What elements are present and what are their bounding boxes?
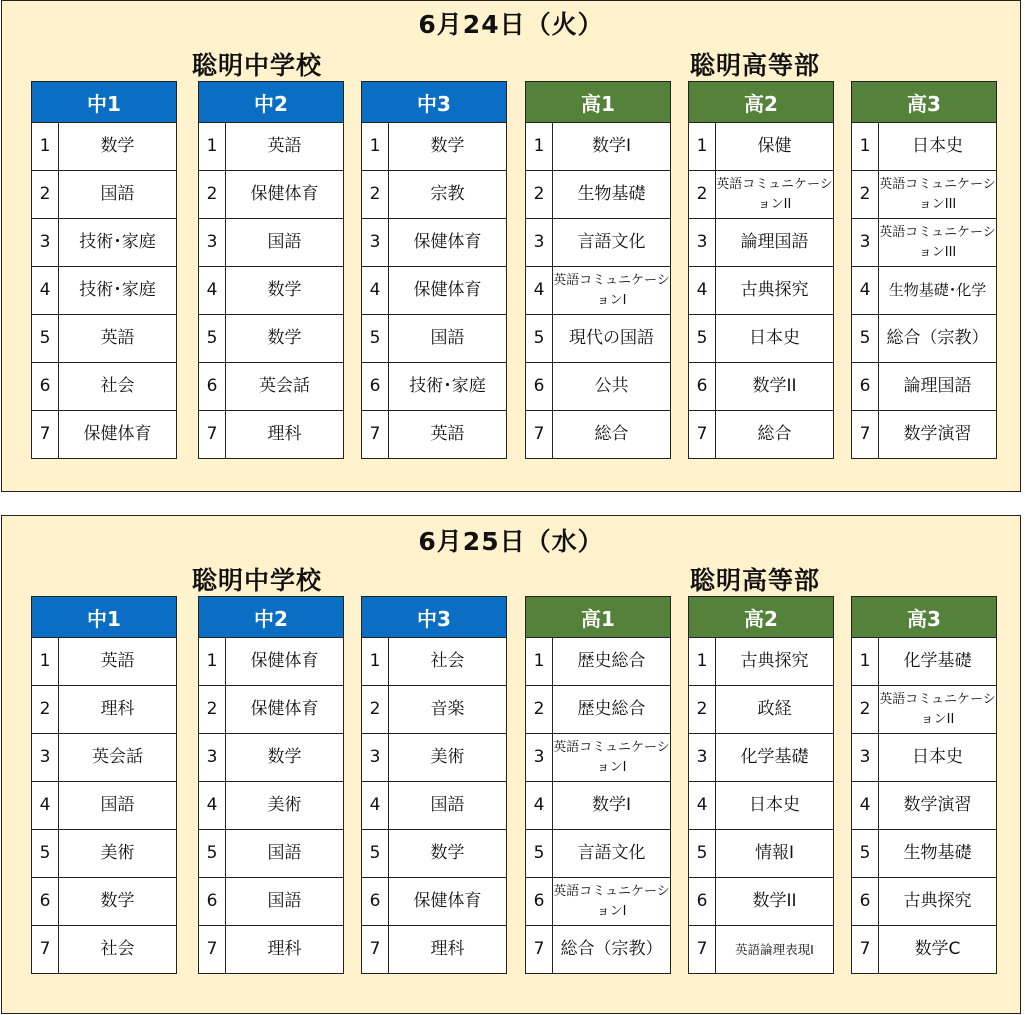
period-row <box>362 411 507 459</box>
period-row <box>689 734 834 782</box>
class-header: 高1 <box>526 82 671 123</box>
period-number: 3 <box>852 219 879 267</box>
period-number: 7 <box>199 926 226 974</box>
period-number: 4 <box>852 267 879 315</box>
period-number: 7 <box>32 926 59 974</box>
period-row <box>689 830 834 878</box>
subject-cell: 英語コミュニケーションI <box>553 878 671 926</box>
subject-cell: 生物基礎･化学 <box>879 267 997 315</box>
period-number: 3 <box>362 734 389 782</box>
period-number: 6 <box>852 363 879 411</box>
subject-cell: 日本史 <box>879 734 997 782</box>
class-timetable <box>361 596 507 974</box>
period-row <box>362 123 507 171</box>
period-row <box>32 315 177 363</box>
class-timetable <box>525 596 671 974</box>
subject-cell: 言語文化 <box>553 830 671 878</box>
period-number: 1 <box>526 123 553 171</box>
subject-cell: 理科 <box>226 411 344 459</box>
period-number: 3 <box>852 734 879 782</box>
class-header: 中2 <box>199 82 344 123</box>
subject-cell: 英語コミュニケーションIII <box>879 171 997 219</box>
period-row <box>852 267 997 315</box>
period-row <box>526 219 671 267</box>
subject-cell: 保健体育 <box>389 878 507 926</box>
period-row <box>32 171 177 219</box>
subject-cell: 数学II <box>716 878 834 926</box>
period-number: 7 <box>526 926 553 974</box>
period-row <box>32 267 177 315</box>
subject-cell: 英語コミュニケーションI <box>553 734 671 782</box>
subject-cell: 数学 <box>226 734 344 782</box>
period-row <box>199 411 344 459</box>
period-row <box>852 686 997 734</box>
period-row <box>199 878 344 926</box>
subject-cell: 保健体育 <box>226 638 344 686</box>
period-number: 2 <box>689 686 716 734</box>
subject-cell: 英語コミュニケーションI <box>553 267 671 315</box>
period-number: 7 <box>689 926 716 974</box>
subject-cell: 数学I <box>553 782 671 830</box>
class-header: 中2 <box>199 597 344 638</box>
period-row <box>526 411 671 459</box>
subject-cell: 古典探究 <box>716 638 834 686</box>
period-row <box>689 926 834 974</box>
period-row <box>199 782 344 830</box>
period-number: 2 <box>852 686 879 734</box>
subject-cell: 数学 <box>59 878 177 926</box>
subject-cell: 保健体育 <box>226 686 344 734</box>
period-row <box>362 830 507 878</box>
subject-cell: 技術･家庭 <box>59 267 177 315</box>
day-panel-jun25 <box>1 515 1021 1014</box>
period-row <box>32 219 177 267</box>
subject-cell: 数学演習 <box>879 411 997 459</box>
subject-cell: 数学 <box>226 267 344 315</box>
class-header: 中1 <box>32 82 177 123</box>
period-row <box>852 171 997 219</box>
period-row <box>689 267 834 315</box>
senior-school-name: 聡明高等部 <box>690 51 821 80</box>
subject-cell: 社会 <box>389 638 507 686</box>
period-number: 1 <box>199 638 226 686</box>
period-row <box>362 926 507 974</box>
subject-cell: 数学 <box>389 123 507 171</box>
period-number: 1 <box>362 638 389 686</box>
period-row <box>526 315 671 363</box>
period-number: 7 <box>526 411 553 459</box>
period-number: 5 <box>362 315 389 363</box>
period-number: 7 <box>689 411 716 459</box>
subject-cell: 国語 <box>389 782 507 830</box>
period-number: 7 <box>32 411 59 459</box>
subject-cell: 保健体育 <box>226 171 344 219</box>
period-row <box>199 638 344 686</box>
senior-school-name: 聡明高等部 <box>690 566 821 595</box>
period-number: 5 <box>852 315 879 363</box>
subject-cell: 歴史総合 <box>553 686 671 734</box>
period-number: 3 <box>199 219 226 267</box>
subject-cell: 保健 <box>716 123 834 171</box>
subject-cell: 国語 <box>226 830 344 878</box>
period-number: 2 <box>199 171 226 219</box>
date-heading: 6月24日（火） <box>418 10 604 39</box>
period-row <box>689 782 834 830</box>
period-number: 5 <box>362 830 389 878</box>
period-row <box>526 782 671 830</box>
subject-cell: 論理国語 <box>716 219 834 267</box>
period-number: 6 <box>32 363 59 411</box>
period-row <box>362 363 507 411</box>
subject-cell: 保健体育 <box>59 411 177 459</box>
subject-cell: 英語論理表現I <box>716 926 834 974</box>
class-timetable <box>198 596 344 974</box>
period-row <box>32 782 177 830</box>
period-number: 7 <box>199 411 226 459</box>
subject-cell: 日本史 <box>716 782 834 830</box>
period-number: 6 <box>526 363 553 411</box>
class-header: 中3 <box>362 82 507 123</box>
period-number: 3 <box>32 219 59 267</box>
period-number: 6 <box>852 878 879 926</box>
period-number: 3 <box>689 219 716 267</box>
class-header: 高1 <box>526 597 671 638</box>
period-row <box>852 638 997 686</box>
class-timetable <box>851 596 997 974</box>
period-row <box>362 782 507 830</box>
subject-cell: 総合 <box>716 411 834 459</box>
period-number: 4 <box>526 782 553 830</box>
period-row <box>526 926 671 974</box>
period-number: 1 <box>32 638 59 686</box>
period-number: 4 <box>689 267 716 315</box>
period-number: 5 <box>526 315 553 363</box>
period-number: 7 <box>852 411 879 459</box>
period-row <box>32 686 177 734</box>
period-row <box>199 267 344 315</box>
class-timetable <box>31 596 177 974</box>
period-row <box>32 638 177 686</box>
period-row <box>362 878 507 926</box>
period-number: 2 <box>526 686 553 734</box>
junior-school-name: 聡明中学校 <box>192 566 323 595</box>
period-row <box>526 267 671 315</box>
period-number: 5 <box>32 830 59 878</box>
period-row <box>199 315 344 363</box>
class-timetable <box>361 81 507 459</box>
subject-cell: 社会 <box>59 926 177 974</box>
class-header: 高3 <box>852 597 997 638</box>
class-header: 中3 <box>362 597 507 638</box>
period-number: 3 <box>526 734 553 782</box>
subject-cell: 英語 <box>389 411 507 459</box>
period-number: 6 <box>199 363 226 411</box>
class-timetable <box>688 81 834 459</box>
period-row <box>852 315 997 363</box>
period-number: 1 <box>689 638 716 686</box>
period-row <box>689 123 834 171</box>
subject-cell: 日本史 <box>879 123 997 171</box>
subject-cell: 総合（宗教） <box>553 926 671 974</box>
subject-cell: 国語 <box>389 315 507 363</box>
period-row <box>689 878 834 926</box>
period-number: 4 <box>852 782 879 830</box>
period-number: 2 <box>199 686 226 734</box>
subject-cell: 国語 <box>226 219 344 267</box>
period-row <box>32 123 177 171</box>
period-row <box>852 411 997 459</box>
subject-cell: 保健体育 <box>389 267 507 315</box>
period-row <box>852 878 997 926</box>
period-row <box>526 734 671 782</box>
period-row <box>526 638 671 686</box>
period-number: 2 <box>362 686 389 734</box>
subject-cell: 英語 <box>226 123 344 171</box>
period-number: 2 <box>689 171 716 219</box>
subject-cell: 政経 <box>716 686 834 734</box>
class-timetable <box>688 596 834 974</box>
period-row <box>689 411 834 459</box>
period-number: 2 <box>32 171 59 219</box>
period-number: 1 <box>199 123 226 171</box>
period-row <box>362 734 507 782</box>
period-row <box>689 315 834 363</box>
subject-cell: 歴史総合 <box>553 638 671 686</box>
period-number: 4 <box>362 267 389 315</box>
period-row <box>689 638 834 686</box>
subject-cell: 社会 <box>59 363 177 411</box>
subject-cell: 保健体育 <box>389 219 507 267</box>
subject-cell: 美術 <box>389 734 507 782</box>
period-row <box>852 926 997 974</box>
period-number: 7 <box>852 926 879 974</box>
period-number: 5 <box>32 315 59 363</box>
period-row <box>526 363 671 411</box>
period-row <box>199 171 344 219</box>
period-number: 7 <box>362 926 389 974</box>
period-row <box>689 171 834 219</box>
period-number: 3 <box>199 734 226 782</box>
subject-cell: 古典探究 <box>879 878 997 926</box>
subject-cell: 総合 <box>553 411 671 459</box>
subject-cell: 数学 <box>226 315 344 363</box>
subject-cell: 生物基礎 <box>879 830 997 878</box>
period-number: 1 <box>689 123 716 171</box>
class-header: 高2 <box>689 82 834 123</box>
period-row <box>199 926 344 974</box>
date-heading: 6月25日（水） <box>418 527 604 556</box>
period-number: 5 <box>199 315 226 363</box>
period-number: 1 <box>362 123 389 171</box>
period-number: 2 <box>32 686 59 734</box>
period-row <box>199 830 344 878</box>
subject-cell: 現代の国語 <box>553 315 671 363</box>
period-row <box>199 363 344 411</box>
subject-cell: 数学 <box>389 830 507 878</box>
period-number: 6 <box>362 363 389 411</box>
period-number: 3 <box>32 734 59 782</box>
period-number: 4 <box>199 782 226 830</box>
subject-cell: 化学基礎 <box>879 638 997 686</box>
subject-cell: 技術･家庭 <box>59 219 177 267</box>
period-number: 2 <box>362 171 389 219</box>
day-panel-jun24 <box>1 0 1021 492</box>
subject-cell: 論理国語 <box>879 363 997 411</box>
period-row <box>526 830 671 878</box>
period-row <box>199 734 344 782</box>
subject-cell: 美術 <box>226 782 344 830</box>
subject-cell: 英語 <box>59 315 177 363</box>
subject-cell: 古典探究 <box>716 267 834 315</box>
period-number: 2 <box>526 171 553 219</box>
period-number: 5 <box>526 830 553 878</box>
period-number: 1 <box>32 123 59 171</box>
class-timetable <box>525 81 671 459</box>
subject-cell: 生物基礎 <box>553 171 671 219</box>
subject-cell: 英語コミュニケーションIII <box>879 219 997 267</box>
period-row <box>852 363 997 411</box>
class-header: 中1 <box>32 597 177 638</box>
period-number: 6 <box>362 878 389 926</box>
period-number: 6 <box>689 878 716 926</box>
class-timetable <box>851 81 997 459</box>
period-number: 4 <box>32 267 59 315</box>
period-number: 7 <box>362 411 389 459</box>
period-row <box>526 686 671 734</box>
subject-cell: 数学C <box>879 926 997 974</box>
period-row <box>32 830 177 878</box>
period-row <box>362 686 507 734</box>
period-number: 5 <box>689 315 716 363</box>
period-number: 4 <box>526 267 553 315</box>
period-number: 3 <box>526 219 553 267</box>
period-row <box>362 267 507 315</box>
class-timetable <box>31 81 177 459</box>
subject-cell: 言語文化 <box>553 219 671 267</box>
period-number: 1 <box>526 638 553 686</box>
subject-cell: 理科 <box>59 686 177 734</box>
subject-cell: 美術 <box>59 830 177 878</box>
period-number: 4 <box>689 782 716 830</box>
subject-cell: 総合（宗教） <box>879 315 997 363</box>
period-number: 4 <box>32 782 59 830</box>
period-row <box>852 830 997 878</box>
subject-cell: 技術･家庭 <box>389 363 507 411</box>
subject-cell: 英語コミュニケーションII <box>879 686 997 734</box>
junior-school-name: 聡明中学校 <box>192 51 323 80</box>
period-number: 5 <box>689 830 716 878</box>
subject-cell: 理科 <box>226 926 344 974</box>
subject-cell: 日本史 <box>716 315 834 363</box>
subject-cell: 国語 <box>59 171 177 219</box>
period-row <box>32 734 177 782</box>
subject-cell: 理科 <box>389 926 507 974</box>
subject-cell: 化学基礎 <box>716 734 834 782</box>
class-timetable <box>198 81 344 459</box>
class-header: 高3 <box>852 82 997 123</box>
subject-cell: 国語 <box>226 878 344 926</box>
subject-cell: 数学 <box>59 123 177 171</box>
subject-cell: 宗教 <box>389 171 507 219</box>
period-number: 1 <box>852 123 879 171</box>
period-number: 6 <box>199 878 226 926</box>
period-row <box>852 734 997 782</box>
period-number: 6 <box>689 363 716 411</box>
period-row <box>32 411 177 459</box>
period-number: 4 <box>199 267 226 315</box>
period-row <box>199 686 344 734</box>
period-row <box>852 123 997 171</box>
period-row <box>362 219 507 267</box>
period-row <box>362 171 507 219</box>
period-row <box>689 686 834 734</box>
period-number: 5 <box>199 830 226 878</box>
subject-cell: 情報I <box>716 830 834 878</box>
subject-cell: 公共 <box>553 363 671 411</box>
period-number: 3 <box>362 219 389 267</box>
period-number: 1 <box>852 638 879 686</box>
period-row <box>32 926 177 974</box>
period-number: 2 <box>852 171 879 219</box>
period-row <box>362 638 507 686</box>
period-row <box>852 219 997 267</box>
period-number: 5 <box>852 830 879 878</box>
subject-cell: 英会話 <box>59 734 177 782</box>
period-row <box>689 363 834 411</box>
period-row <box>852 782 997 830</box>
subject-cell: 数学I <box>553 123 671 171</box>
subject-cell: 音楽 <box>389 686 507 734</box>
class-header: 高2 <box>689 597 834 638</box>
period-row <box>32 878 177 926</box>
period-row <box>199 123 344 171</box>
period-row <box>689 219 834 267</box>
period-row <box>526 123 671 171</box>
period-row <box>32 363 177 411</box>
period-row <box>526 878 671 926</box>
subject-cell: 数学II <box>716 363 834 411</box>
subject-cell: 英語コミュニケーションII <box>716 171 834 219</box>
subject-cell: 英語 <box>59 638 177 686</box>
subject-cell: 国語 <box>59 782 177 830</box>
period-row <box>199 219 344 267</box>
period-number: 6 <box>526 878 553 926</box>
period-row <box>362 315 507 363</box>
period-number: 3 <box>689 734 716 782</box>
period-number: 6 <box>32 878 59 926</box>
period-number: 4 <box>362 782 389 830</box>
subject-cell: 数学演習 <box>879 782 997 830</box>
subject-cell: 英会話 <box>226 363 344 411</box>
period-row <box>526 171 671 219</box>
